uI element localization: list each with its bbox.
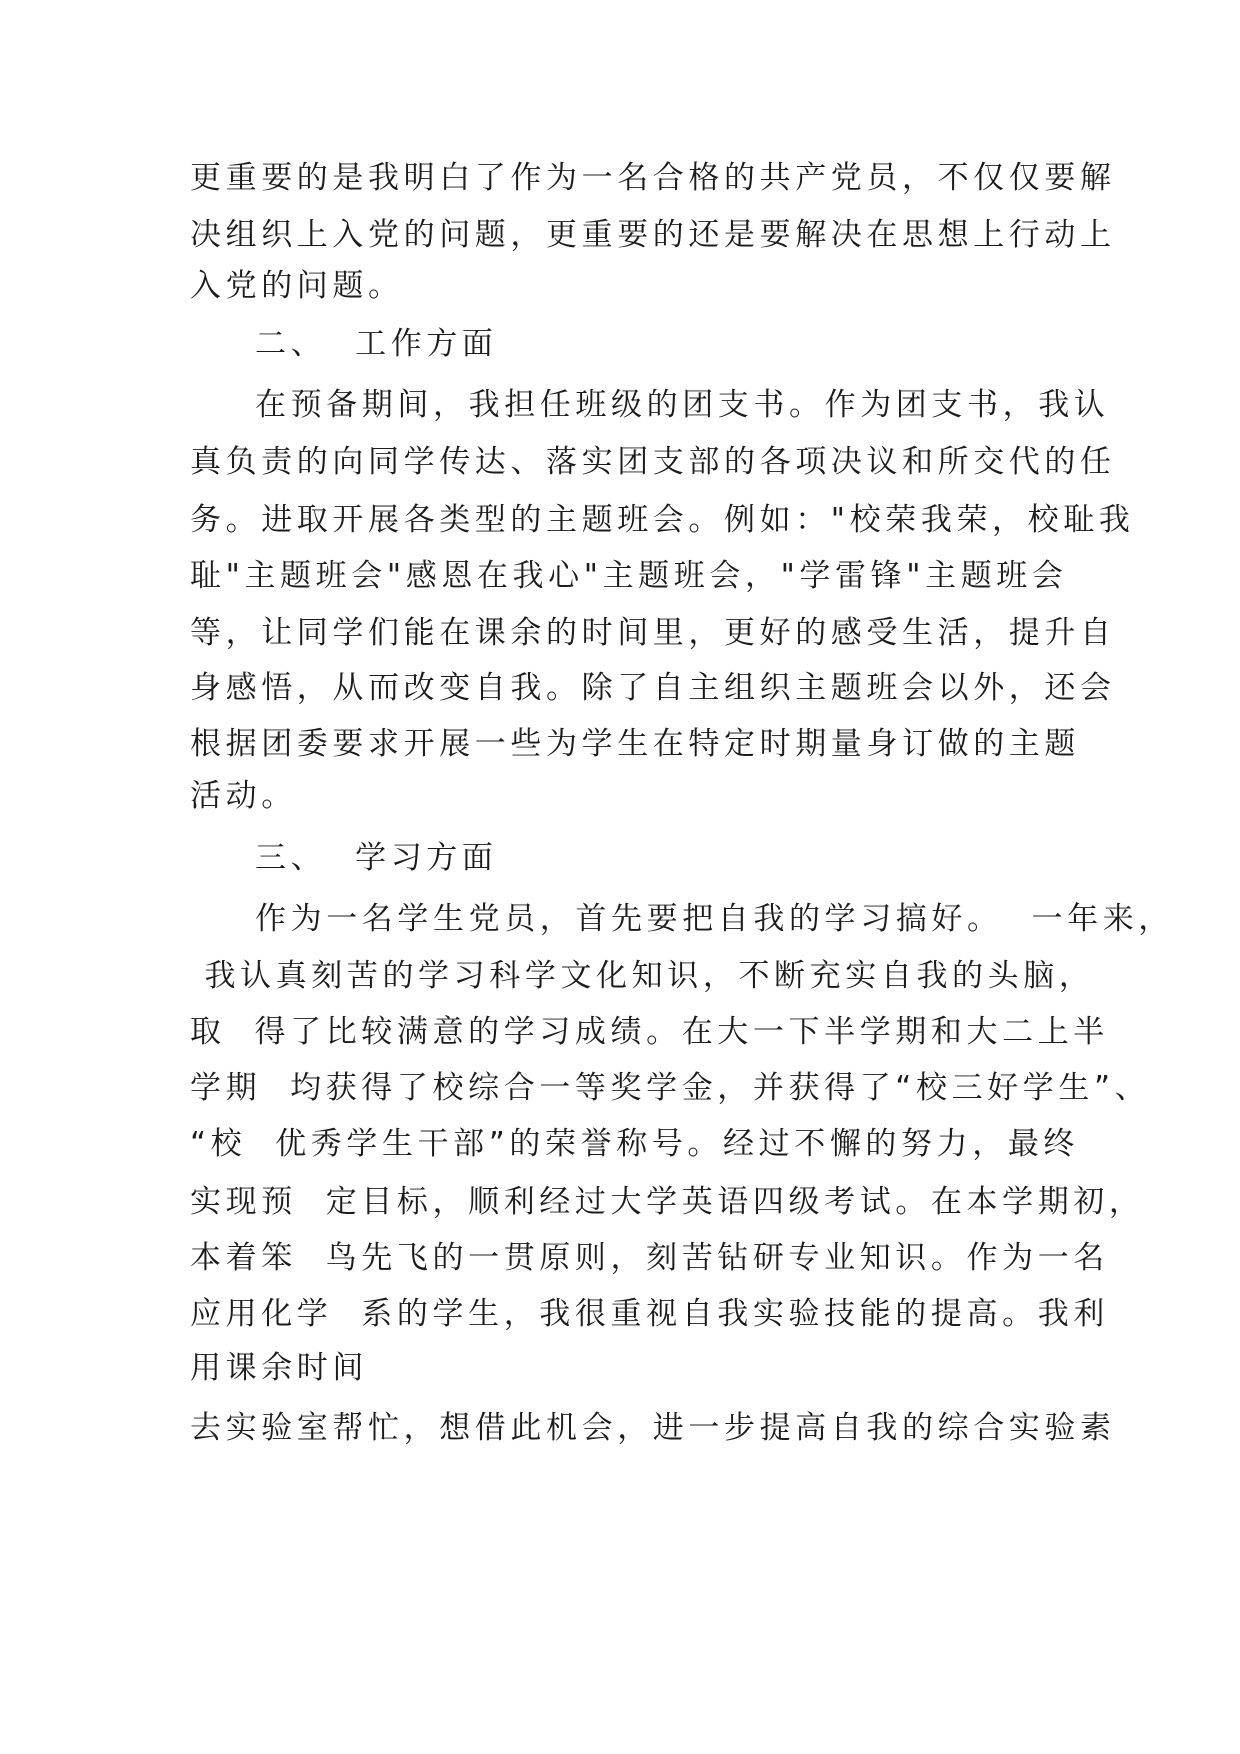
text-line: 根据团委要求开展一些为学生在特定时期量身订做的主题 xyxy=(190,726,1080,762)
section-heading-study: 三、 学习方面 xyxy=(255,840,498,876)
text-line: 务。进取开展各类型的主题班会。例如："校荣我荣，校耻我 xyxy=(190,502,1135,538)
text-line: 学期 均获得了校综合一等奖学金，并获得了“校三好学生”、 xyxy=(190,1070,1151,1106)
text-line: 实现预 定目标，顺利经过大学英语四级考试。在本学期初， xyxy=(190,1184,1145,1220)
text-line: 活动。 xyxy=(190,778,297,814)
section-heading-work: 二、 工作方面 xyxy=(255,326,498,362)
text-line: 用课余时间 xyxy=(190,1350,368,1386)
text-line: 取 得了比较满意的学习成绩。在大一下半学期和大二上半 xyxy=(190,1014,1109,1050)
text-line: 在预备期间，我担任班级的团支书。作为团支书，我认 xyxy=(255,387,1110,423)
text-line: “校 优秀学生干部”的荣誉称号。经过不懈的努力，最终 xyxy=(190,1126,1080,1162)
text-line: 耻"主题班会"感恩在我心"主题班会，"学雷锋"主题班会 xyxy=(190,558,1068,594)
text-line: 我认真刻苦的学习科学文化知识，不断充实自我的头脑， xyxy=(190,958,1095,994)
text-line: 去实验室帮忙，想借此机会，进一步提高自我的综合实验素 xyxy=(190,1410,1116,1446)
text-line: 入党的问题。 xyxy=(190,268,404,304)
text-line: 本着笨 鸟先飞的一贯原则，刻苦钻研专业知识。作为一名 xyxy=(190,1240,1109,1276)
text-line: 等，让同学们能在课余的时间里，更好的感受生活，提升自 xyxy=(190,615,1116,651)
text-line: 应用化学 系的学生，我很重视自我实验技能的提高。我利 xyxy=(190,1296,1109,1332)
text-line: 作为一名学生党员，首先要把自我的学习搞好。 一年来， xyxy=(255,901,1174,937)
text-line: 真负责的向同学传达、落实团支部的各项决议和所交代的任 xyxy=(190,444,1116,480)
text-line: 身感悟，从而改变自我。除了自主组织主题班会以外，还会 xyxy=(190,670,1116,706)
text-line: 更重要的是我明白了作为一名合格的共产党员，不仅仅要解 xyxy=(190,160,1116,196)
text-line: 决组织上入党的问题，更重要的还是要解决在思想上行动上 xyxy=(190,217,1116,253)
